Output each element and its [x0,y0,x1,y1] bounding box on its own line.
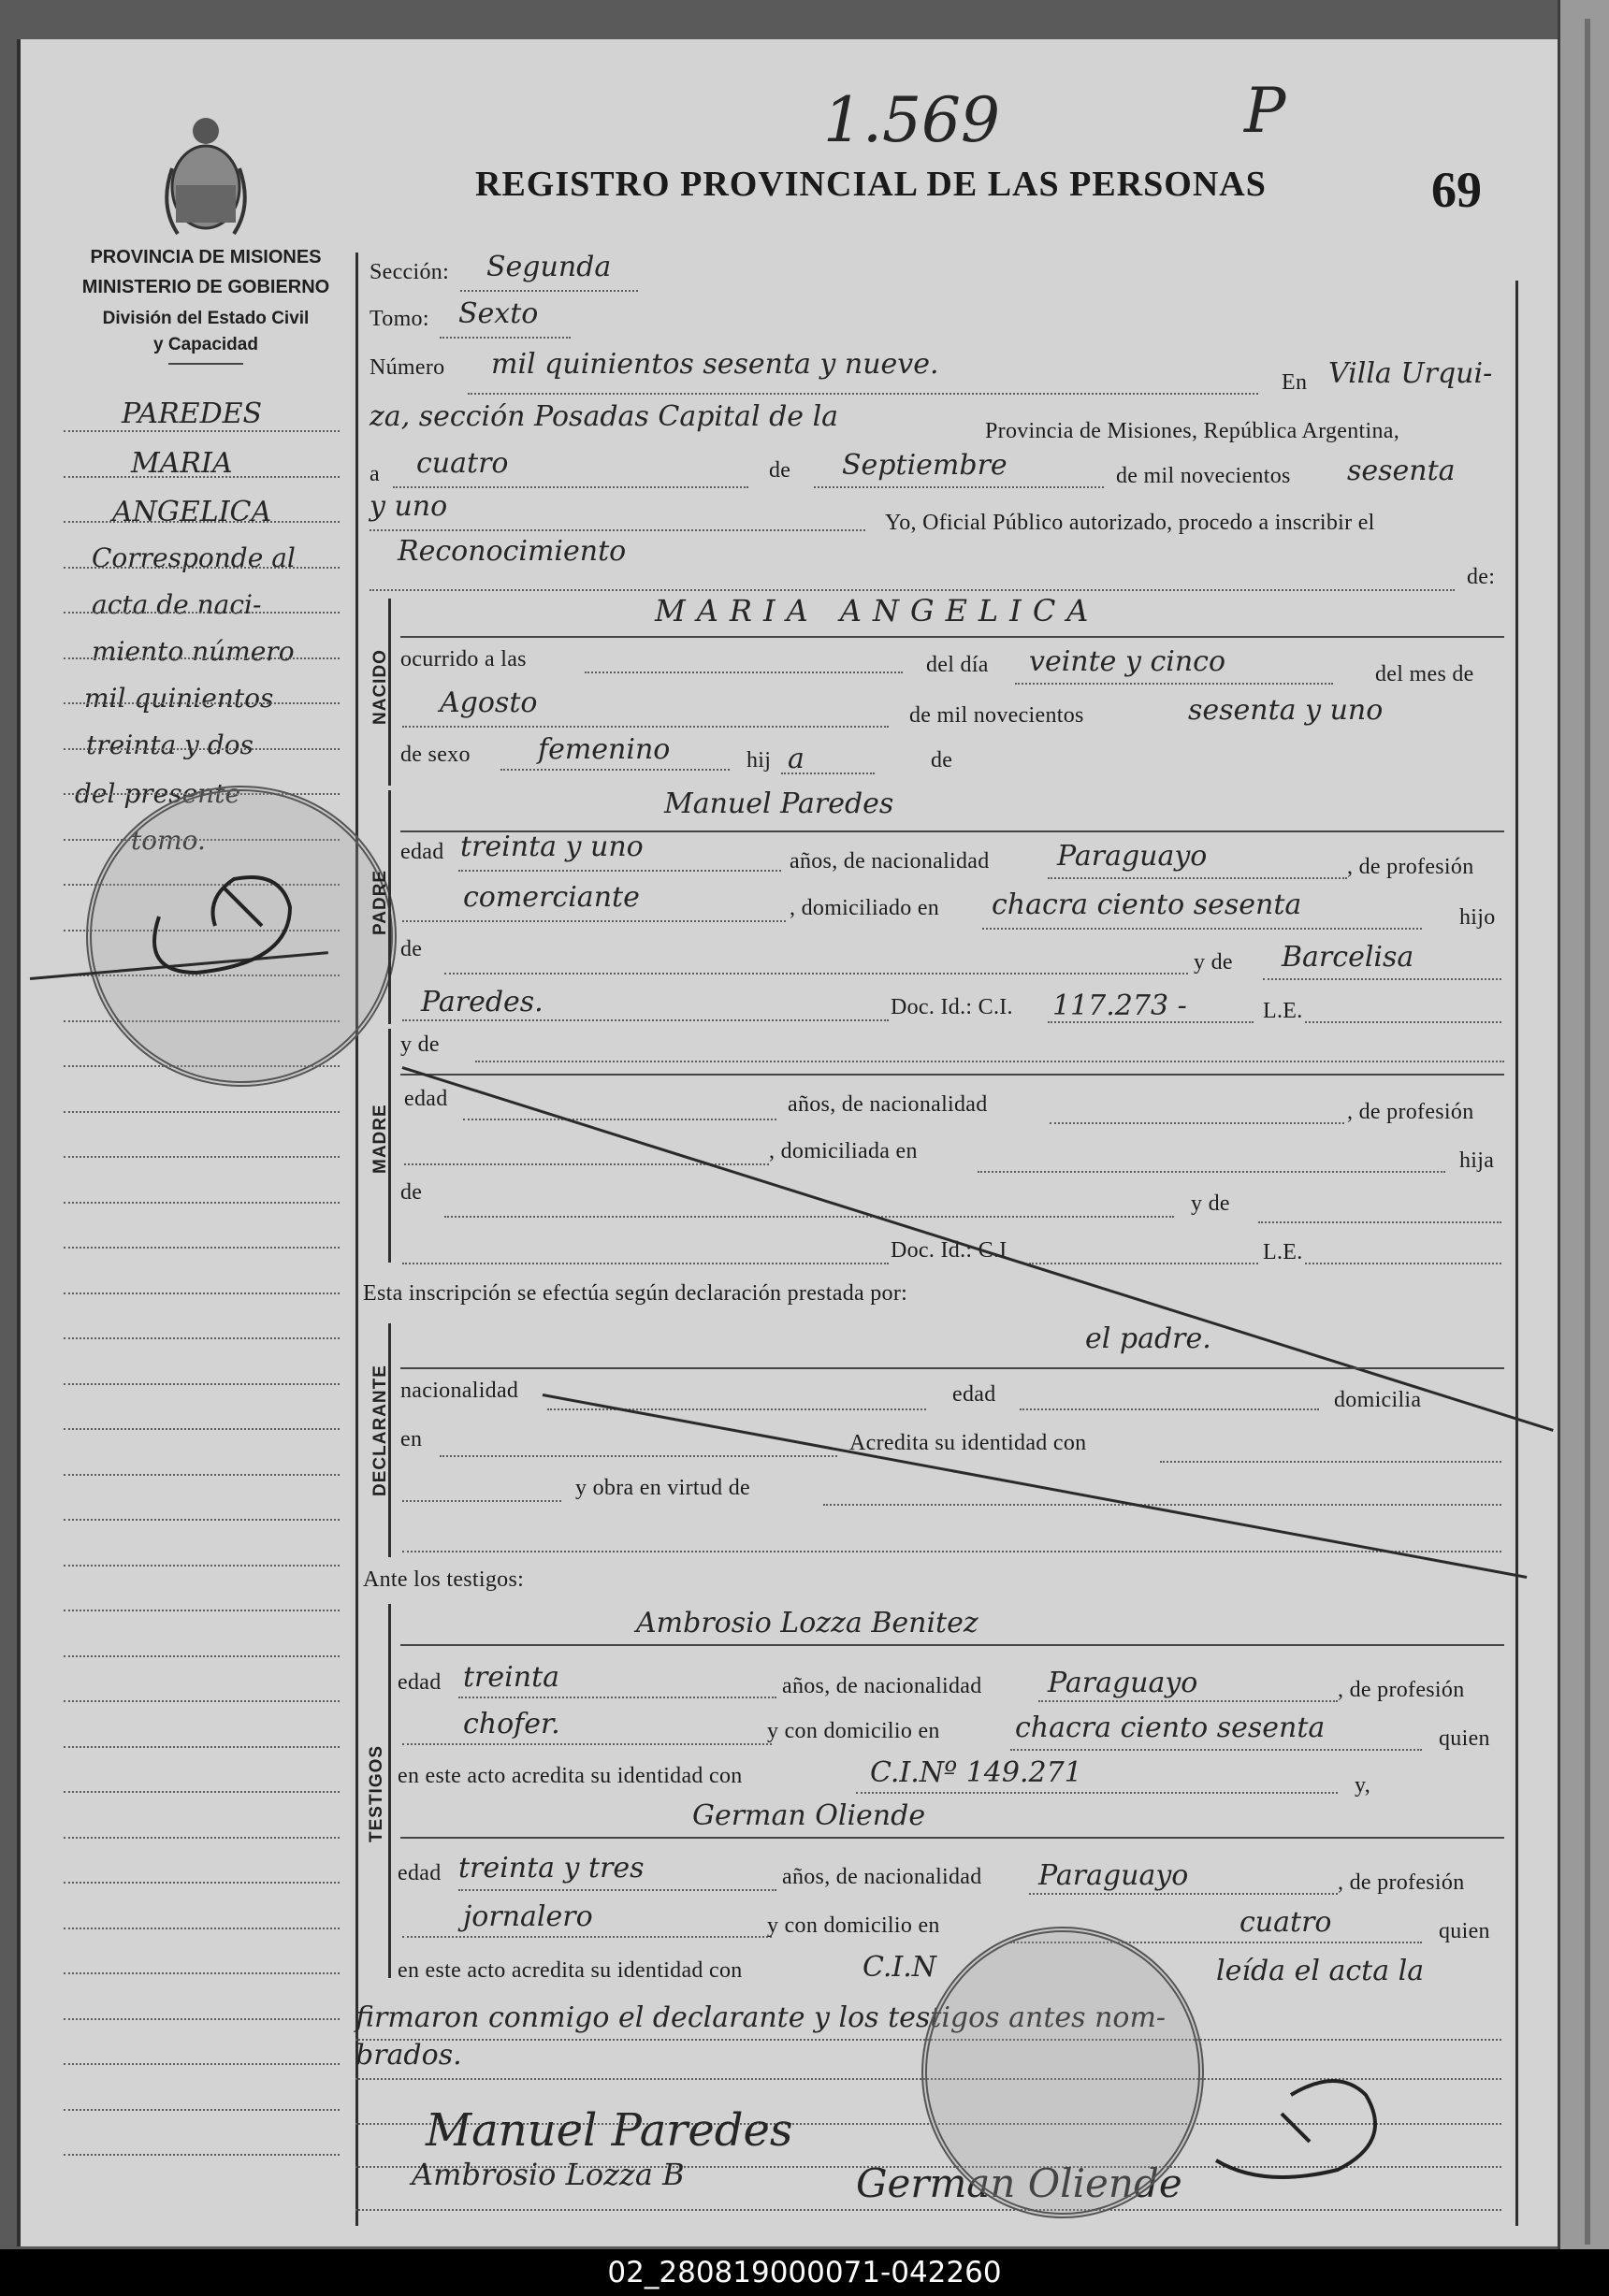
de-label: de [769,458,791,483]
padre-nac-label: años, de nacionalidad [790,849,990,874]
divider [168,363,243,365]
scan-id-footer: 02_280819000071-042260 [0,2249,1609,2296]
madre-le-label: L.E. [1263,1240,1303,1264]
t2-acredita-label: en este acto acredita su identidad con [398,1958,743,1983]
margin-note: PAREDES [122,397,263,430]
de-colon-label: de: [1467,565,1496,589]
margin-note: Corresponde al [92,542,296,573]
margin-line [355,253,358,2226]
closing-line-3: brados. [355,2039,462,2072]
de-mil-label: de mil novecientos [909,703,1084,728]
margin-ruled-line [64,2154,340,2156]
right-border-line [1515,281,1518,2226]
margin-ruled-line [64,1610,340,1611]
margin-ruled-line [64,1655,340,1657]
padre-le-label: L.E. [1263,999,1303,1023]
seccion-label: Sección: [370,260,450,284]
left-header-capacidad: y Capacidad [153,335,258,354]
father-name: Manuel Paredes [664,787,894,820]
margin-ruled-line [64,1474,340,1476]
margin-ruled-line [64,1383,340,1385]
t1-prof-label: , de profesión [1338,1678,1465,1702]
signature-testigo-1: Ambrosio Lozza B [412,2157,685,2192]
margin-ruled-line [64,1700,340,1702]
declarante-acredita-label: Acredita su identidad con [849,1431,1087,1455]
annotation-number: 1.569 [823,84,1000,156]
madre-prof-label: , de profesión [1347,1100,1474,1124]
closing-line-2: firmaron conmigo el declarante y los testigos antes nom- [355,2001,1167,2034]
margin-ruled-line [64,702,340,704]
provincia-text: Provincia de Misiones, República Argentina, [985,419,1400,443]
testigos-intro: Ante los testigos: [363,1567,525,1592]
declarante-intro: Esta inscripción se efectúa según declaración prestada por: [363,1281,908,1306]
child-name: MARIA ANGELICA [655,593,1100,628]
margin-ruled-line [64,1519,340,1521]
a-label: a [370,462,380,486]
padre-doc-label: Doc. Id.: C.I. [891,995,1013,1019]
madre-edad-label: edad [404,1087,448,1111]
margin-ruled-line [64,1837,340,1839]
dia-label: del día [926,653,989,677]
seccion-value: Segunda [486,251,612,283]
declarante-en-label: en [400,1427,423,1451]
margin-note: miento número [92,636,295,667]
declarante-dom-label: domicilia [1334,1388,1422,1412]
madre-de-label: de [400,1180,423,1205]
t1-quien-label: quien [1439,1726,1490,1751]
margin-ruled-line [64,567,340,569]
margin-note: mil quinientos [84,683,274,714]
padre-y-de-label: y de [1194,950,1233,975]
sexo-value: femenino [538,733,671,766]
numero-value: mil quinientos sesenta y nueve. [491,348,939,381]
padre-nac-value: Paraguayo [1057,840,1208,873]
section-padre: PADRE [370,869,390,935]
page-edge-shadow [1585,19,1590,2245]
margin-ruled-line [64,657,340,659]
annotation-letter: P [1244,75,1286,147]
margin-ruled-line [64,1111,340,1113]
madre-nac-label: años, de nacionalidad [788,1092,988,1117]
padre-de-label: de [400,937,423,961]
day-value: cuatro [416,447,509,480]
section-bracket [388,1604,391,1978]
margin-note: tomo. [131,825,206,856]
tomo-value: Sexto [458,297,539,330]
margin-ruled-line [64,2018,340,2020]
anio-value: sesenta y uno [1188,694,1384,727]
margin-note: treinta y dos [86,729,254,760]
margin-ruled-line [64,612,340,614]
testigo2-name: German Oliende [692,1799,926,1832]
t2-prof-label: , de profesión [1338,1870,1465,1895]
margin-ruled-line [64,1882,340,1884]
y-label: y, [1355,1773,1371,1798]
oficial-text: Yo, Oficial Público autorizado, procedo a inscribir el [885,511,1375,535]
madre-dom-label: , domiciliada en [769,1139,918,1163]
hijo-label: hijo [1459,905,1496,930]
year-value-2: y uno [370,490,448,523]
t2-dom-value: cuatro [1239,1906,1332,1939]
padre-dom-label: , domiciliado en [790,896,940,920]
locality-value: za, sección Posadas Capital de la [370,400,839,433]
en-label: En [1282,370,1308,395]
coat-of-arms-icon [159,112,253,243]
padre-prof-value: comerciante [463,881,640,914]
official-signature-scribble [1179,2058,1422,2207]
tomo-label: Tomo: [370,307,429,331]
t2-dom-label: y con domicilio en [767,1913,940,1938]
closing-line-1: leída el acta la [1216,1955,1425,1987]
margin-ruled-line [64,521,340,523]
margin-ruled-line [64,748,340,750]
margin-ruled-line [64,1746,340,1748]
hij-value: a [788,743,804,775]
page-edge [1558,0,1609,2249]
margin-signature-scribble [122,860,327,1001]
signature-testigo-2: German Oliende [856,2160,1182,2206]
declarante-value: el padre. [1085,1322,1211,1355]
margin-ruled-line [64,476,340,478]
section-testigos: TESTIGOS [367,1744,386,1842]
year-value: sesenta [1347,455,1456,487]
t1-edad-value: treinta [463,1661,560,1694]
left-header-province: PROVINCIA DE MISIONES [90,247,322,267]
margin-note: MARIA [131,447,233,480]
madre-doc-label: Doc. Id.: C.I [891,1238,1007,1263]
t1-acredita-label: en este acto acredita su identidad con [398,1764,743,1788]
abuela-value: Barcelisa [1282,941,1414,974]
t2-nac-value: Paraguayo [1038,1859,1189,1892]
margin-ruled-line [64,430,340,432]
en-value: Villa Urqui- [1328,357,1493,390]
section-nacido: NACIDO [370,649,390,725]
t2-prof-value: jornalero [463,1900,593,1933]
t1-edad-label: edad [398,1670,442,1695]
declarante-obra-label: y obra en virtud de [575,1476,750,1500]
margin-ruled-line [64,1292,340,1294]
padre-edad-label: edad [400,840,444,864]
madre-y-de-label-2: y de [1191,1191,1230,1216]
t2-edad-label: edad [398,1861,442,1885]
t1-prof-value: chofer. [463,1708,560,1740]
ocurrido-label: ocurrido a las [400,647,527,671]
signature-declarante: Manuel Paredes [426,2104,793,2157]
padre-edad-value: treinta y uno [460,830,644,863]
margin-ruled-line [64,1972,340,1974]
margin-note: acta de naci- [92,589,262,620]
t1-dom-value: chacra ciento sesenta [1015,1711,1326,1744]
margin-ruled-line [64,1928,340,1929]
page-number: 69 [1431,162,1482,218]
apellido-value: Paredes. [421,986,544,1018]
dia-value: veinte y cinco [1029,645,1226,678]
section-declarante: DECLARANTE [370,1365,390,1496]
margin-note: del presente [75,778,241,809]
padre-doc-value: 117.273 - [1052,989,1187,1022]
t1-doc-value: C.I.Nº 149.271 [870,1756,1082,1789]
t2-nac-label: años, de nacionalidad [782,1865,982,1889]
page-title: REGISTRO PROVINCIAL DE LAS PERSONAS [475,165,1267,204]
margin-ruled-line [64,1202,340,1204]
sexo-label: de sexo [400,743,471,767]
mes-label: del mes de [1375,662,1474,686]
margin-ruled-line [64,2063,340,2065]
t1-nac-label: años, de nacionalidad [782,1674,982,1698]
margin-ruled-line [64,2109,340,2111]
year-text: de mil novecientos [1116,464,1291,488]
hij-de-label: de [931,748,953,773]
margin-ruled-line [64,1156,340,1158]
testigo1-name: Ambrosio Lozza Benitez [636,1607,978,1639]
left-header-ministry: MINISTERIO DE GOBIERNO [81,277,330,297]
margin-ruled-line [64,1791,340,1793]
hija-label: hija [1459,1148,1495,1173]
margin-ruled-line [64,1428,340,1430]
month-value: Septiembre [842,449,1007,482]
hij-label: hij [747,748,772,773]
t2-quien-label: quien [1439,1919,1490,1943]
acto-value: Reconocimiento [398,535,627,568]
margin-note: ANGELICA [112,496,272,528]
declarante-nac-label: nacionalidad [400,1379,519,1403]
margin-ruled-line [64,1337,340,1339]
mes-value: Agosto [440,686,538,719]
t1-dom-label: y con domicilio en [767,1719,940,1743]
t2-edad-value: treinta y tres [458,1852,645,1884]
numero-label: Número [370,355,445,380]
t2-doc-value: C.I.N [862,1951,937,1984]
t1-nac-value: Paraguayo [1048,1667,1198,1699]
section-madre: MADRE [370,1104,390,1174]
left-header-division: División del Estado Civil [102,309,310,328]
madre-y-de-label: y de [400,1032,440,1057]
padre-prof-label: , de profesión [1347,855,1474,879]
padre-dom-value: chacra ciento sesenta [992,888,1302,921]
margin-ruled-line [64,1247,340,1249]
margin-ruled-line [64,1565,340,1567]
official-stamp-seal [921,1927,1204,2218]
declarante-edad-label: edad [952,1382,996,1407]
